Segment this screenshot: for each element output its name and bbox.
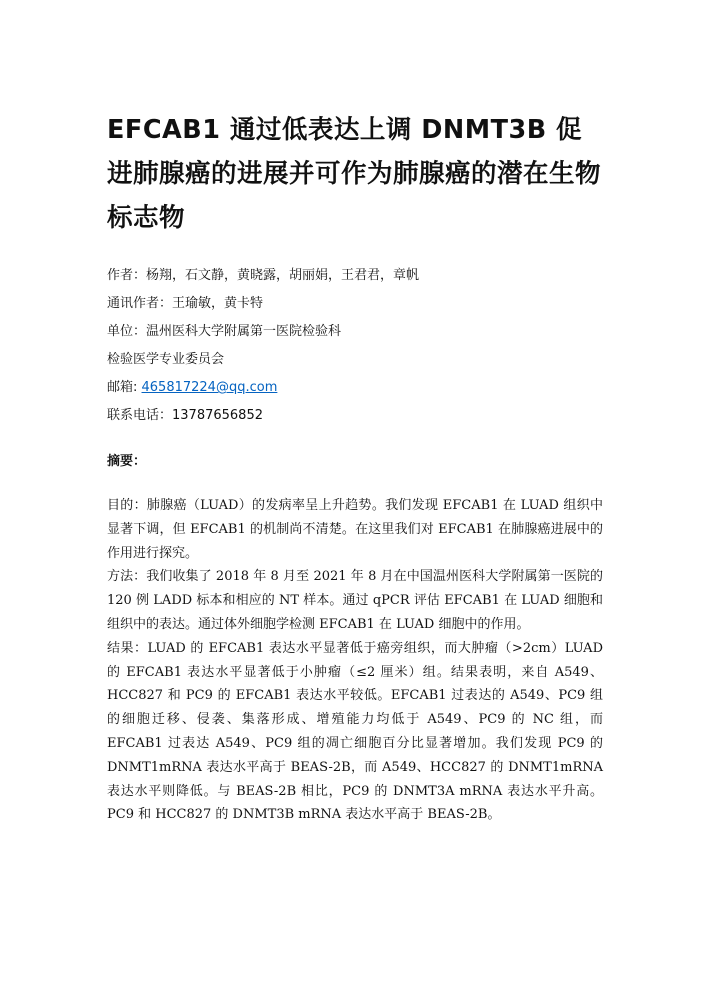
email-link[interactable]: 465817224@qq.com xyxy=(141,380,278,395)
email-label: 邮箱: xyxy=(107,380,142,395)
abstract-body xyxy=(107,494,603,827)
abstract-methods: 方法：我们收集了 2018 年 8 月至 2021 年 8 月在中国温州医科大学附属第一医院的 120 例 LADD 标本和相应的 NT 样本。通过 qPCR 评估 EFCAB1 在 LUAD 细胞和组织中的表达。通过体外细胞学检测 EFCAB1 在 LUAD 细胞中的作用。 xyxy=(107,569,603,632)
abstract-results: 结果：LUAD 的 EFCAB1 表达水平显著低于癌旁组织，而大肿瘤（>2cm）LUAD 的 EFCAB1 表达水平显著低于小肿瘤（≤2 厘米）组。结果表明，来自 A549、HCC827 和 PC9 的 EFCAB1 表达水平较低。EFCAB1 过表达的 A549、PC9 组的细胞迁移、侵袭、集落形成、增殖能力均低于 A549、PC9 的 NC 组，而 EFCAB1 过表达 A549、PC9 组的凋亡细胞百分比显著增加。我们发现 PC9 的 DNMT1mRNA 表达水平高于 BEAS-2B，而 A549、HCC827 的 DNMT1mRNA 表达水平则降低。与 BEAS-2B 相比，PC9 的 DNMT3A mRNA 表达水平升高。PC9 和 HCC827 的 DNMT3B mRNA 表达水平高于 BEAS-2B。 xyxy=(107,640,603,823)
committee-line: 检验医学专业委员会 xyxy=(107,352,225,367)
phone-line: 联系电话：13787656852 xyxy=(107,408,263,423)
paper-title: EFCAB1 通过低表达上调 DNMT3B 促进肺腺癌的进展并可作为肺腺癌的潜在生物标志物 xyxy=(107,115,602,233)
corresponding-author-line: 通讯作者：王瑜敏，黄卡特 xyxy=(107,296,264,311)
affiliation-line: 单位：温州医科大学附属第一医院检验科 xyxy=(107,324,342,339)
email-line xyxy=(107,374,607,402)
author-info xyxy=(107,262,607,430)
abstract-objective: 目的：肺腺癌（LUAD）的发病率呈上升趋势。我们发现 EFCAB1 在 LUAD 组织中显著下调，但 EFCAB1 的机制尚不清楚。在这里我们对 EFCAB1 在肺腺癌进展中的作用进行探究。 xyxy=(107,498,603,561)
abstract-heading: 摘要： xyxy=(107,454,147,469)
authors-line: 作者：杨翔，石文静，黄晓露，胡丽娟，王君君，章帆 xyxy=(107,268,420,283)
